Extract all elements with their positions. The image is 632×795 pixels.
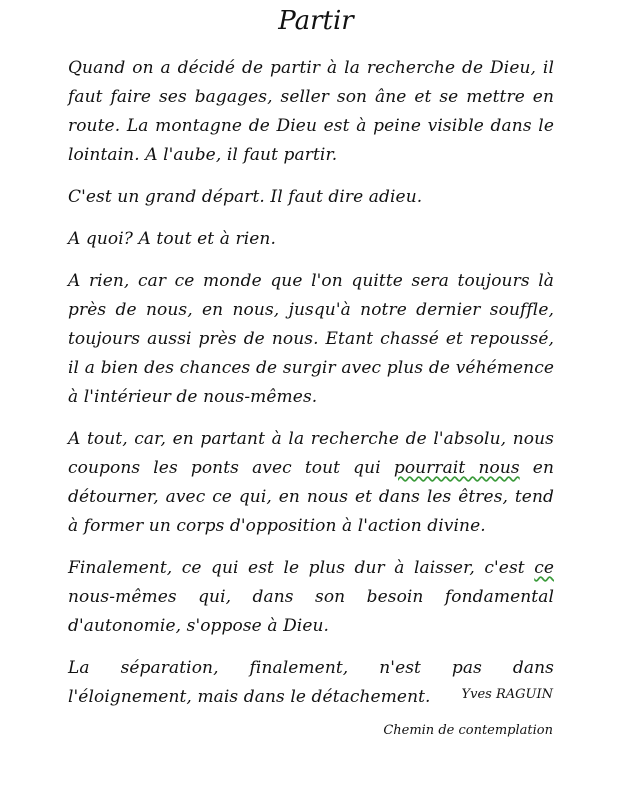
- paragraph: [68, 54, 554, 170]
- paragraph-text: Finalement, ce qui est le plus dur à laisser, c'est: [68, 558, 535, 578]
- paragraph-text: La séparation, finalement, n'est pas dans l'éloignement, mais dans le détachement.: [68, 658, 554, 707]
- paragraph: [68, 554, 554, 641]
- document-body: [68, 54, 554, 725]
- paragraph-text: Quand on a décidé de partir à la recherche de Dieu, il faut faire ses bagages, seller son âne et se mettre en route. La montagne de Dieu est à peine visible dans le lointain. A l'aube, il faut partir.: [68, 58, 554, 165]
- paragraph-text: C'est un grand départ. Il faut dire adieu.: [68, 187, 423, 207]
- grammar-flagged-text[interactable]: ce: [534, 558, 554, 578]
- paragraph-text: en détourner, avec ce qui, en nous et dans les êtres, tend à former un corps d'opposition à l'action divine.: [68, 458, 554, 536]
- paragraph: [68, 267, 554, 412]
- paragraph-text: nous-mêmes qui, dans son besoin fondamental d'autonomie, s'oppose à Dieu.: [68, 587, 554, 636]
- grammar-flagged-text[interactable]: pourrait nous: [393, 458, 520, 478]
- author-name: Yves RAGUIN: [461, 687, 553, 702]
- source-title: Chemin de contemplation: [383, 723, 553, 738]
- page-title: Partir: [278, 6, 354, 36]
- paragraph-text: A rien, car ce monde que l'on quitte sera toujours là près de nous, en nous, jusqu'à notre dernier souffle, toujours aussi près de nous. Etant chassé et repoussé, il a bien des chances de surgir avec plus de véhémence à l'intérieur de nous-mêmes.: [68, 271, 554, 407]
- paragraph-text: A tout, car, en partant à la recherche de l'absolu, nous coupons les ponts avec tout qui: [68, 429, 554, 478]
- paragraph-text: A quoi? A tout et à rien.: [68, 229, 276, 249]
- paragraph: [68, 225, 554, 254]
- paragraph: [68, 425, 554, 541]
- paragraph: [68, 183, 554, 212]
